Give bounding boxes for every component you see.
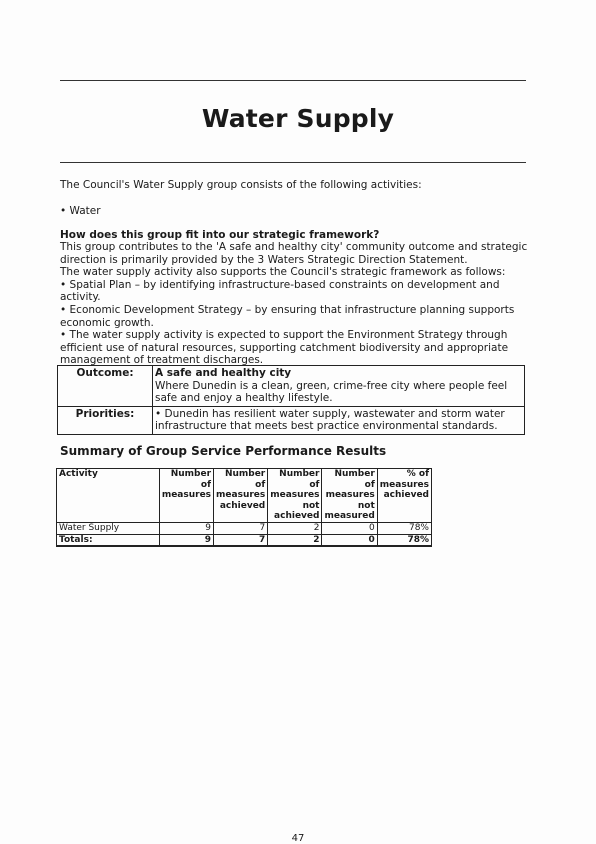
table-cell: 78% — [377, 522, 431, 534]
page-number: 47 — [291, 833, 305, 844]
totals-cell: 7 — [214, 534, 268, 546]
column-header: Number of measures not measured — [322, 469, 377, 523]
table-row — [57, 522, 432, 534]
page-title: Water Supply — [201, 104, 395, 133]
table-cell: 2 — [268, 522, 322, 534]
bottom-rule — [60, 162, 526, 163]
totals-cell: 78% — [377, 534, 431, 546]
summary-table — [56, 468, 432, 547]
totals-cell: 9 — [159, 534, 213, 546]
framework-heading: How does this group fit into our strategic framework? — [60, 229, 380, 241]
outcome-table — [57, 365, 525, 435]
table-cell: 9 — [159, 522, 213, 534]
intro-text: The Council's Water Supply group consists of the following activities: — [60, 179, 422, 191]
priorities-text: • Dunedin has resilient water supply, wastewater and storm water infrastructure that meets best practice environmental standards. — [153, 406, 525, 434]
table-cell: Water Supply — [57, 522, 160, 534]
column-header: Activity — [57, 469, 160, 523]
outcome-text: Where Dunedin is a clean, green, crime-free city where people feel safe and enjoy a healthy lifestyle. — [155, 379, 508, 405]
priorities-label: Priorities: — [58, 406, 153, 434]
summary-header-row — [57, 469, 432, 523]
framework-paragraph: • Economic Development Strategy – by ensuring that infrastructure planning supports economic growth. — [60, 303, 515, 329]
priorities-row — [58, 406, 525, 434]
table-cell: 0 — [322, 522, 377, 534]
column-header: Number of measures — [159, 469, 213, 523]
outcome-cell — [153, 366, 525, 407]
summary-heading: Summary of Group Service Performance Results — [60, 444, 387, 458]
table-cell: 7 — [214, 522, 268, 534]
totals-cell: Totals: — [57, 534, 160, 546]
column-header: Number of measures achieved — [214, 469, 268, 523]
column-header: % of measures achieved — [377, 469, 431, 523]
top-rule — [60, 80, 526, 81]
outcome-row — [58, 366, 525, 407]
totals-cell: 2 — [268, 534, 322, 546]
totals-cell: 0 — [322, 534, 377, 546]
framework-paragraph: The water supply activity also supports the Council's strategic framework as follows: — [60, 266, 506, 279]
framework-paragraph: This group contributes to the 'A safe and healthy city' community outcome and strategic direction is primarily provided by the 3 Waters Strategic Direction Statement. — [60, 241, 528, 266]
outcome-label: Outcome: — [58, 366, 153, 407]
framework-paragraph: • The water supply activity is expected to support the Environment Strategy through efficient use of natural resources, supporting catchment biodiversity and appropriate management of treatment discharges. — [60, 329, 509, 367]
column-header: Number of measures not achieved — [268, 469, 322, 523]
totals-row — [57, 534, 432, 546]
framework-paragraph: • Spatial Plan – by identifying infrastructure-based constraints on development and activity. — [60, 278, 500, 304]
framework-paragraphs — [60, 241, 530, 367]
outcome-title: A safe and healthy city — [155, 367, 292, 379]
activity-bullet: • Water — [60, 205, 101, 217]
